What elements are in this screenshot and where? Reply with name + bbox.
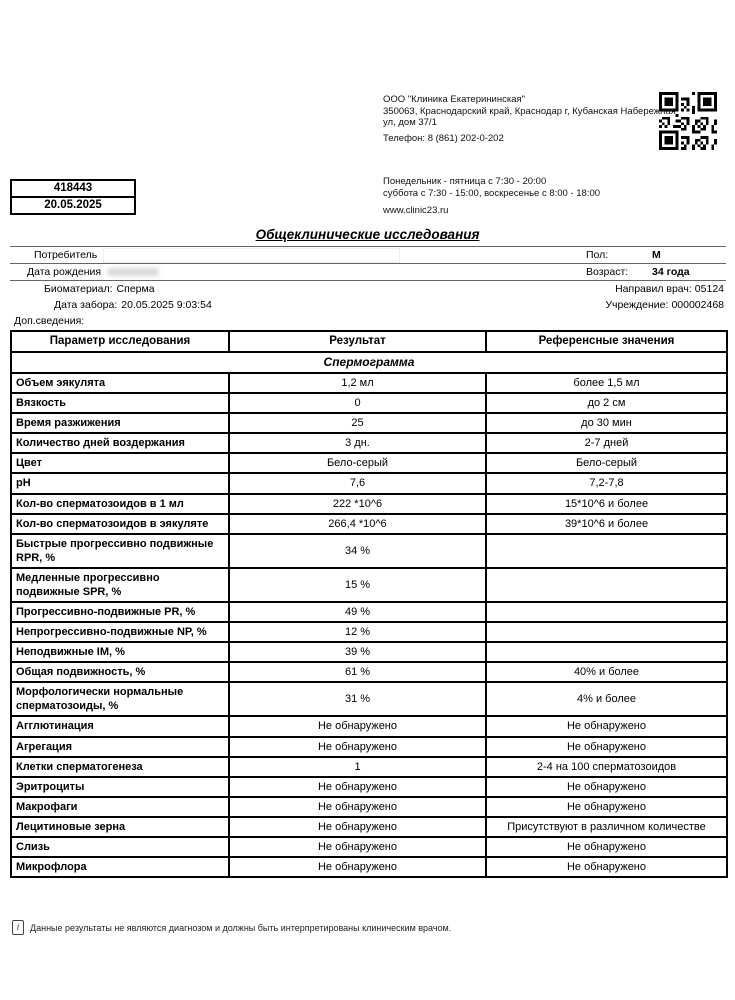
result-cell: 1,2 мл <box>229 373 486 393</box>
reference-cell: 15*10^6 и более <box>486 494 727 514</box>
consumer-label: Потребитель <box>34 249 98 261</box>
reference-cell: 40% и более <box>486 662 727 682</box>
biomaterial-label: Биоматериал: <box>44 283 113 295</box>
param-cell: Прогрессивно-подвижные PR, % <box>11 602 229 622</box>
reference-cell: Присутствуют в различном количестве <box>486 817 727 837</box>
clinic-address-line1: 350063, Краснодарский край, Краснодар г, Кубанская Набережная <box>383 105 676 117</box>
table-row <box>11 797 727 817</box>
param-cell: Макрофаги <box>11 797 229 817</box>
result-cell: 7,6 <box>229 473 486 493</box>
header-result: Результат <box>229 331 486 352</box>
redacted-value <box>103 248 400 263</box>
table-row <box>11 817 727 837</box>
table-row <box>11 494 727 514</box>
reference-cell: Не обнаружено <box>486 716 727 736</box>
param-cell: Микрофлора <box>11 857 229 877</box>
table-row <box>11 662 727 682</box>
table-row <box>11 737 727 757</box>
param-cell: Агрегация <box>11 737 229 757</box>
reference-cell <box>486 642 727 662</box>
param-cell: Цвет <box>11 453 229 473</box>
patient-row-biomaterial <box>10 281 726 297</box>
param-cell: Лецитиновые зерна <box>11 817 229 837</box>
result-cell: Не обнаружено <box>229 817 486 837</box>
param-cell: Неподвижные IM, % <box>11 642 229 662</box>
result-cell: 222 *10^6 <box>229 494 486 514</box>
reference-cell: Не обнаружено <box>486 797 727 817</box>
sex-value: М <box>652 249 661 261</box>
sample-date-value: 20.05.2025 9:03:54 <box>121 299 212 311</box>
patient-row-consumer <box>10 247 726 264</box>
reference-cell: Не обнаружено <box>486 737 727 757</box>
section-row <box>11 352 727 373</box>
reference-cell: 2-7 дней <box>486 433 727 453</box>
reference-cell <box>486 622 727 642</box>
age-value: 34 года <box>652 266 690 278</box>
param-cell: Быстрые прогрессивно подвижные RPR, % <box>11 534 229 568</box>
reference-cell: 2-4 на 100 сперматозоидов <box>486 757 727 777</box>
param-cell: Непрогрессивно-подвижные NP, % <box>11 622 229 642</box>
clinic-website: www.clinic23.ru <box>383 205 449 216</box>
table-row <box>11 602 727 622</box>
info-icon: i <box>12 920 24 935</box>
result-cell: Не обнаружено <box>229 797 486 817</box>
reference-cell: Не обнаружено <box>486 777 727 797</box>
reference-cell: более 1,5 мл <box>486 373 727 393</box>
footer <box>12 920 451 935</box>
reference-cell: 7,2-7,8 <box>486 473 727 493</box>
patient-info <box>10 246 726 329</box>
institution-value: 000002468 <box>671 299 724 311</box>
reference-cell: до 2 см <box>486 393 727 413</box>
param-cell: Кол-во сперматозоидов в эякуляте <box>11 514 229 534</box>
result-cell: 34 % <box>229 534 486 568</box>
clinic-address-line2: ул, дом 37/1 <box>383 117 437 128</box>
table-row <box>11 534 727 568</box>
param-cell: Слизь <box>11 837 229 857</box>
param-cell: Количество дней воздержания <box>11 433 229 453</box>
table-row <box>11 393 727 413</box>
doctor-value: 05124 <box>694 283 724 295</box>
param-cell: Клетки сперматогенеза <box>11 757 229 777</box>
result-cell: Не обнаружено <box>229 837 486 857</box>
param-cell: Объем эякулята <box>11 373 229 393</box>
order-box <box>10 179 136 215</box>
schedule-line1: Понедельник - пятница с 7:30 - 20:00 <box>383 176 547 187</box>
header-parameter: Параметр исследования <box>11 331 229 352</box>
result-cell: 31 % <box>229 682 486 716</box>
sex-label: Пол: <box>586 249 609 261</box>
clinic-schedule <box>383 176 600 217</box>
reference-cell: Не обнаружено <box>486 857 727 877</box>
doctor-label: Направил врач: <box>615 283 692 295</box>
patient-row-sample-date <box>10 297 726 313</box>
param-cell: Общая подвижность, % <box>11 662 229 682</box>
param-cell: Агглютинация <box>11 716 229 736</box>
result-cell: 3 дн. <box>229 433 486 453</box>
table-row <box>11 413 727 433</box>
param-cell: Кол-во сперматозоидов в 1 мл <box>11 494 229 514</box>
table-row <box>11 716 727 736</box>
table-row <box>11 568 727 602</box>
result-cell: 0 <box>229 393 486 413</box>
table-row <box>11 473 727 493</box>
table-row <box>11 433 727 453</box>
table-row <box>11 837 727 857</box>
param-cell: Время разжижения <box>11 413 229 433</box>
section-title: Спермограмма <box>11 352 727 373</box>
table-row <box>11 757 727 777</box>
table-row <box>11 642 727 662</box>
param-cell: Медленные прогрессивно подвижные SPR, % <box>11 568 229 602</box>
result-cell: 39 % <box>229 642 486 662</box>
biomaterial-value: Сперма <box>116 283 155 295</box>
table-header-row <box>11 331 727 352</box>
clinic-name: ООО "Клиника Екатерининская" <box>383 94 526 105</box>
result-cell: 266,4 *10^6 <box>229 514 486 534</box>
reference-cell <box>486 534 727 568</box>
table-row <box>11 777 727 797</box>
result-cell: 49 % <box>229 602 486 622</box>
reference-cell <box>486 568 727 602</box>
patient-row-extra <box>10 313 726 329</box>
table-row <box>11 682 727 716</box>
order-number: 418443 <box>10 179 136 198</box>
schedule-line2: суббота с 7:30 - 15:00, воскресенье с 8:00 - 18:00 <box>383 187 601 199</box>
result-cell: Не обнаружено <box>229 716 486 736</box>
result-cell: Не обнаружено <box>229 737 486 757</box>
result-cell: Бело-серый <box>229 453 486 473</box>
header-reference: Референсные значения <box>486 331 727 352</box>
disclaimer-text: Данные результаты не являются диагнозом и должны быть интерпретированы клиническим врачом. <box>30 922 452 933</box>
result-cell: 25 <box>229 413 486 433</box>
table-row <box>11 373 727 393</box>
report-title: Общеклинические исследования <box>255 227 480 242</box>
param-cell: Вязкость <box>11 393 229 413</box>
reference-cell: Не обнаружено <box>486 837 727 857</box>
patient-row-birthdate <box>10 264 726 281</box>
institution-label: Учреждение: <box>605 299 669 311</box>
result-cell: 15 % <box>229 568 486 602</box>
table-row <box>11 453 727 473</box>
age-label: Возраст: <box>586 266 629 278</box>
birthdate-label: Дата рождения <box>27 266 102 278</box>
result-cell: 61 % <box>229 662 486 682</box>
results-table-body <box>11 352 727 877</box>
results-table <box>10 330 728 878</box>
param-cell: Эритроциты <box>11 777 229 797</box>
result-cell: Не обнаружено <box>229 777 486 797</box>
reference-cell: 39*10^6 и более <box>486 514 727 534</box>
order-date: 20.05.2025 <box>10 196 136 215</box>
reference-cell: до 30 мин <box>486 413 727 433</box>
table-row <box>11 857 727 877</box>
result-cell: Не обнаружено <box>229 857 486 877</box>
param-cell: pH <box>11 473 229 493</box>
reference-cell <box>486 602 727 622</box>
clinic-info <box>383 94 676 144</box>
result-cell: 12 % <box>229 622 486 642</box>
extra-info-label: Доп.сведения: <box>14 315 85 327</box>
clinic-phone: Телефон: 8 (861) 202-0-202 <box>383 132 504 144</box>
sample-date-label: Дата забора: <box>54 299 118 311</box>
reference-cell: Бело-серый <box>486 453 727 473</box>
table-row <box>11 622 727 642</box>
result-cell: 1 <box>229 757 486 777</box>
redacted-value <box>107 268 159 276</box>
param-cell: Морфологически нормальные сперматозоиды, % <box>11 682 229 716</box>
reference-cell: 4% и более <box>486 682 727 716</box>
table-row <box>11 514 727 534</box>
